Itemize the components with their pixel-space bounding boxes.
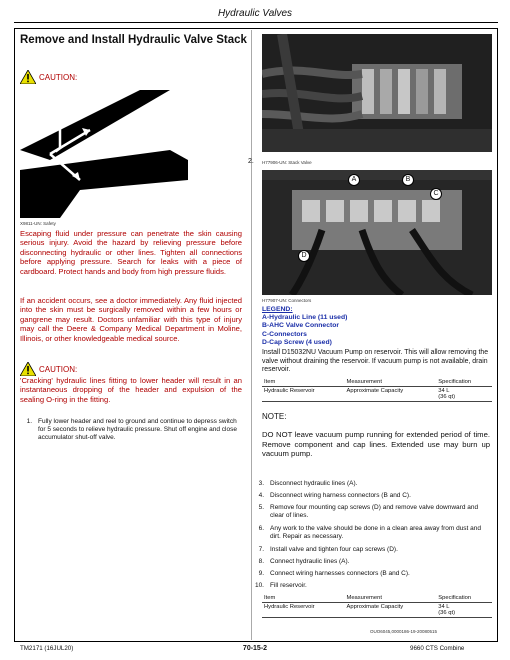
legend-title: LEGEND: [262,306,293,313]
table-cell: 34 L (36 qt) [436,387,492,402]
step-text: Fully lower header and reel to ground and continue to depress switch for 5 seconds to relieve hydraulic pressure. Shut off engine and close accumulator shut-off valve. [38,418,237,442]
step-5 [252,504,492,520]
caution-label: CAUTION: [39,364,78,374]
step-number: 7. [258,546,264,553]
table-header: Measurement [344,594,436,603]
warning-triangle-icon [20,70,36,84]
table-row [262,603,492,618]
table-header: Item [262,594,344,603]
legend [262,306,347,347]
table-cell: Approximate Capacity [344,603,436,618]
step-3 [252,480,492,488]
table-cell: Approximate Capacity [344,387,436,402]
step-number: 5. [258,504,264,511]
step-7 [252,546,492,554]
step-text: Any work to the valve should be done in a clean area away from dust and dirt. Repair as necessary. [270,525,482,541]
step-text: Disconnect hydraulic lines (A). [270,480,358,487]
caution-2-text: 'Cracking' hydraulic lines fitting to lower header will result in an instantaneous dropping of the header and expulsion of the sealing O-ring in the fitting. [20,376,242,404]
page-header-title: Hydraulic Valves [217,8,293,19]
table-cell: Hydraulic Reservoir [262,387,344,402]
caution-heading-2 [20,362,77,376]
footer-manual-code: TM2171 (16JUL20) [20,645,74,652]
stack-valve-caption: H77906-UN: Stack Valve [262,160,312,165]
caution-label: CAUTION: [39,72,78,82]
high-pressure-fluid-illustration [20,90,188,218]
step-number: 8. [258,558,264,565]
install-vacuum-pump-text: Install D15032NU Vacuum Pump on reservoir. This will allow removing the valve without draining the reservoir. If vacuum pump is not available, drain reservoir. [262,349,489,374]
table-header: Specification [436,594,492,603]
section-title: Remove and Install Hydraulic Valve Stack [20,34,247,46]
footer-model: 9660 CTS Combine [410,645,465,652]
step-8 [252,558,492,566]
table-row [262,387,492,402]
step-text: Connect wiring harnesses connectors (B and C). [270,570,410,577]
step-9 [252,570,492,578]
table-cell: 34 L (36 qt) [436,603,492,618]
table-header: Item [262,378,344,387]
table-header: Specification [436,378,492,387]
callout-a: A [348,174,360,186]
step-number: 9. [258,570,264,577]
warning-paragraph-2: If an accident occurs, see a doctor immediately. Any fluid injected into the skin must be surgically removed within a few hours or gangrene may result. Doctors unfamiliar with this type of injury may call the Deere & Company Medical Department in Moline, Illinois, or other knowledgeable medical source. [20,296,242,343]
step-6 [252,525,492,541]
connectors-photo [262,170,492,295]
step-number: 4. [258,492,264,499]
note-label: NOTE: [262,412,287,421]
warning-image-caption: X9811-UN: Safety [20,221,56,226]
note-text: DO NOT leave vacuum pump running for extended period of time. Remove component and cap lines. Extended use may burn up vacuum pump. [262,430,490,459]
legend-item: C-Connectors [262,330,307,338]
step-text: Remove four mounting cap screws (D) and remove valve downward and clear of lines. [270,504,479,520]
step-text: Connect hydraulic lines (A). [270,558,350,565]
step-text: Fill reservoir. [270,582,307,589]
spec-table-2 [262,594,492,618]
callout-c: C [430,188,442,200]
table-header: Measurement [344,378,436,387]
step-text: Disconnect wiring harness connectors (B and C). [270,492,411,499]
document-id: OUO6045,0000186-19-20080515 [370,629,438,634]
step-number: 3. [258,480,264,487]
legend-item: D-Cap Screw (4 used) [262,338,332,346]
footer-page-number: 70-15-2 [242,645,268,652]
step-1 [20,418,242,443]
caution-heading-1 [20,70,77,84]
step-number: 10. [254,582,264,589]
step-number: 6. [258,525,264,532]
step-4 [252,492,492,500]
header-rule [14,22,498,23]
warning-triangle-icon [20,362,36,376]
connectors-caption: H77907-UN: Connectors [262,298,312,303]
spec-table-1 [262,378,492,402]
step-text: Install valve and tighten four cap screws (D). [270,546,398,553]
step-2-number: 2. [248,158,254,165]
legend-item: A-Hydraulic Line (11 used) [262,314,348,322]
step-10 [252,582,492,590]
table-cell: Hydraulic Reservoir [262,603,344,618]
callout-d: D [298,250,310,262]
step-number: 1. [26,418,32,425]
callout-b: B [402,174,414,186]
legend-item: B-AHC Valve Connector [262,322,340,330]
stack-valve-photo [262,34,492,152]
warning-paragraph-1: Escaping fluid under pressure can penetrate the skin causing serious injury. Avoid the hazard by relieving pressure before disconnecting hydraulic or other lines. Tighten all connections before applying pressure. Search for leaks with a piece of cardboard. Protect hands and body from high pressure fluids. [20,229,242,276]
